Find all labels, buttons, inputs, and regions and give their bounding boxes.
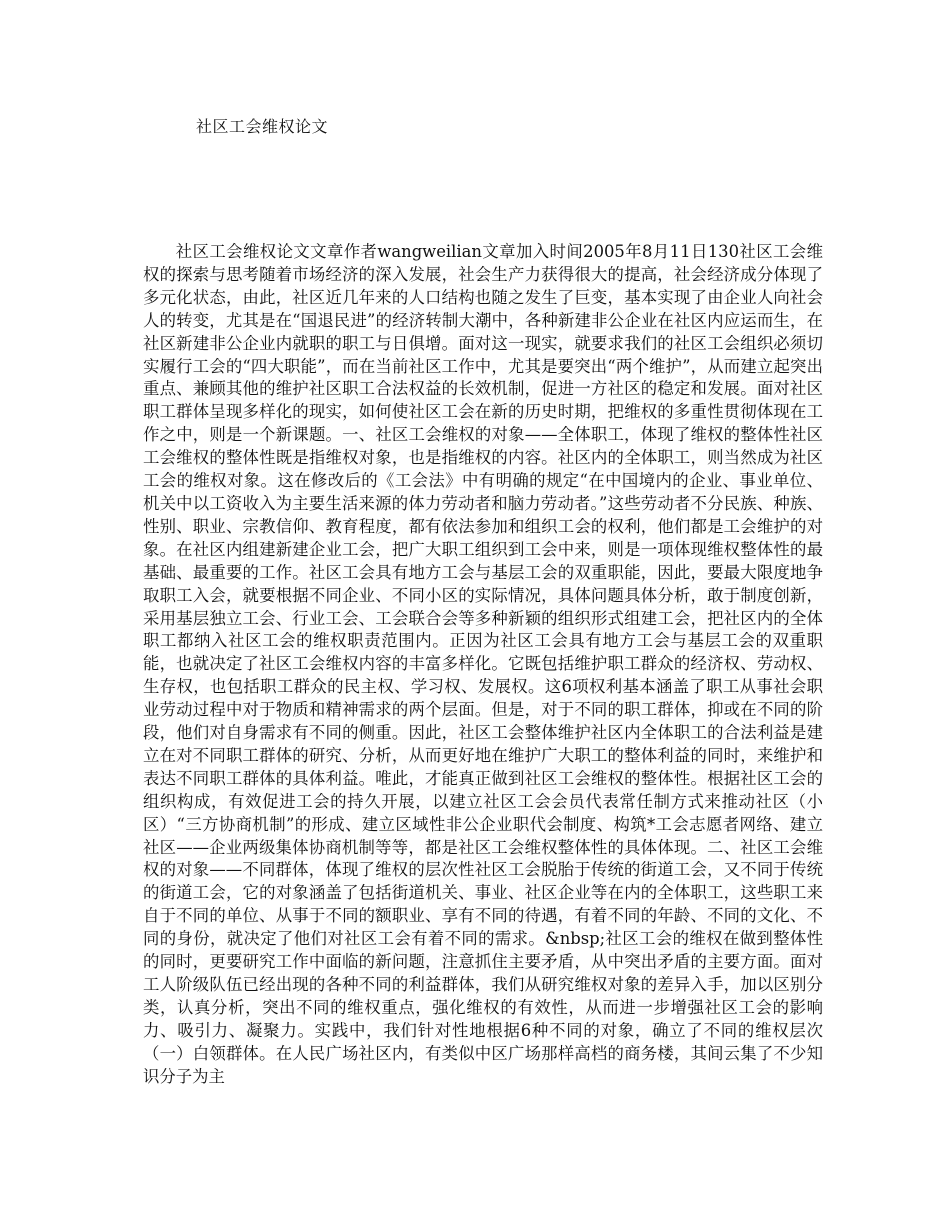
document-title: 社区工会维权论文 bbox=[196, 117, 329, 136]
document-body-paragraph: 社区工会维权论文文章作者wangweilian文章加入时间2005年8月11日130社区工会维权的探索与思考随着市场经济的深入发展，社会生产力获得很大的提高，社会经济成分体现了多元化状态，由此，社区近几年来的人口结构也随之发生了巨变，基本实现了由企业人向社会人的转变，尤其是在“国退民进”的经济转制大潮中，各种新建非公企业在社区内应运而生，在社区新建非公企业内就职的职工与日俱增。面对这一现实，就要求我们的社区工会组织必须切实履行工会的“四大职能”，而在当前社区工作中，尤其是要突出“两个维护”，从而建立起突出重点、兼顾其他的维护社区职工合法权益的长效机制，促进一方社区的稳定和发展。面对社区职工群体呈现多样化的现实，如何使社区工会在新的历史时期，把维权的多重性贯彻体现在工作之中，则是一个新课题。一、社区工会维权的对象——全体职工，体现了维权的整体性社区工会维权的整体性既是指维权对象，也是指维权的内容。社区内的全体职工，则当然成为社区工会的维权对象。这在修改后的《工会法》中有明确的规定“在中国境内的企业、事业单位、机关中以工资收入为主要生活来源的体力劳动者和脑力劳动者。”这些劳动者不分民族、种族、性别、职业、宗教信仰、教育程度，都有依法参加和组织工会的权利，他们都是工会维护的对象。在社区内组建新建企业工会，把广大职工组织到工会中来，则是一项体现维权整体性的最基础、最重要的工作。社区工会具有地方工会与基层工会的双重职能，因此，要最大限度地争取职工入会，就要根据不同企业、不同小区的实际情况，具体问题具体分析，敢于制度创新，采用基层独立工会、行业工会、工会联合会等多种新颖的组织形式组建工会，把社区内的全体职工都纳入社区工会的维权职责范围内。正因为社区工会具有地方工会与基层工会的双重职能，也就决定了社区工会维权内容的丰富多样化。它既包括维护职工群众的经济权、劳动权、生存权，也包括职工群众的民主权、学习权、发展权。这6项权利基本涵盖了职工从事社会职业劳动过程中对于物质和精神需求的两个层面。但是，对于不同的职工群体，抑或在不同的阶段，他们对自身需求有不同的侧重。因此，社区工会整体维护社区内全体职工的合法利益是建立在对不同职工群体的研究、分析，从而更好地在维护广大职工的整体利益的同时，来维护和表达不同职工群体的具体利益。唯此，才能真正做到社区工会维权的整体性。根据社区工会的组织构成，有效促进工会的持久开展，以建立社区工会会员代表常任制方式来推动社区（小区）“三方协商机制”的形成、建立区域性非公企业职代会制度、构筑*工会志愿者网络、建立社区——企业两级集体协商机制等等，都是社区工会维权整体性的具体体现。二、社区工会维权的对象——不同群体，体现了维权的层次性社区工会脱胎于传统的街道工会，又不同于传统的街道工会，它的对象涵盖了包括街道机关、事业、社区企业等在内的全体职工，这些职工来自于不同的单位、从事于不同的额职业、享有不同的待遇，有着不同的年龄、不同的文化、不同的身份，就决定了他们对社区工会有着不同的需求。&nbsp;社区工会的维权在做到整体性的同时，更要研究工作中面临的新问题，注意抓住主要矛盾，从中突出矛盾的主要方面。面对工人阶级队伍已经出现的各种不同的利益群体，我们从研究维权对象的差异入手，加以区别分类，认真分析，突出不同的维权重点，强化维权的有效性，从而进一步增强社区工会的影响力、吸引力、凝聚力。实践中，我们针对性地根据6种不同的对象，确立了不同的维权层次（一）白领群体。在人民广场社区内，有类似中区广场那样高档的商务楼，其间云集了不少知识分子为主 bbox=[143, 242, 823, 1086]
